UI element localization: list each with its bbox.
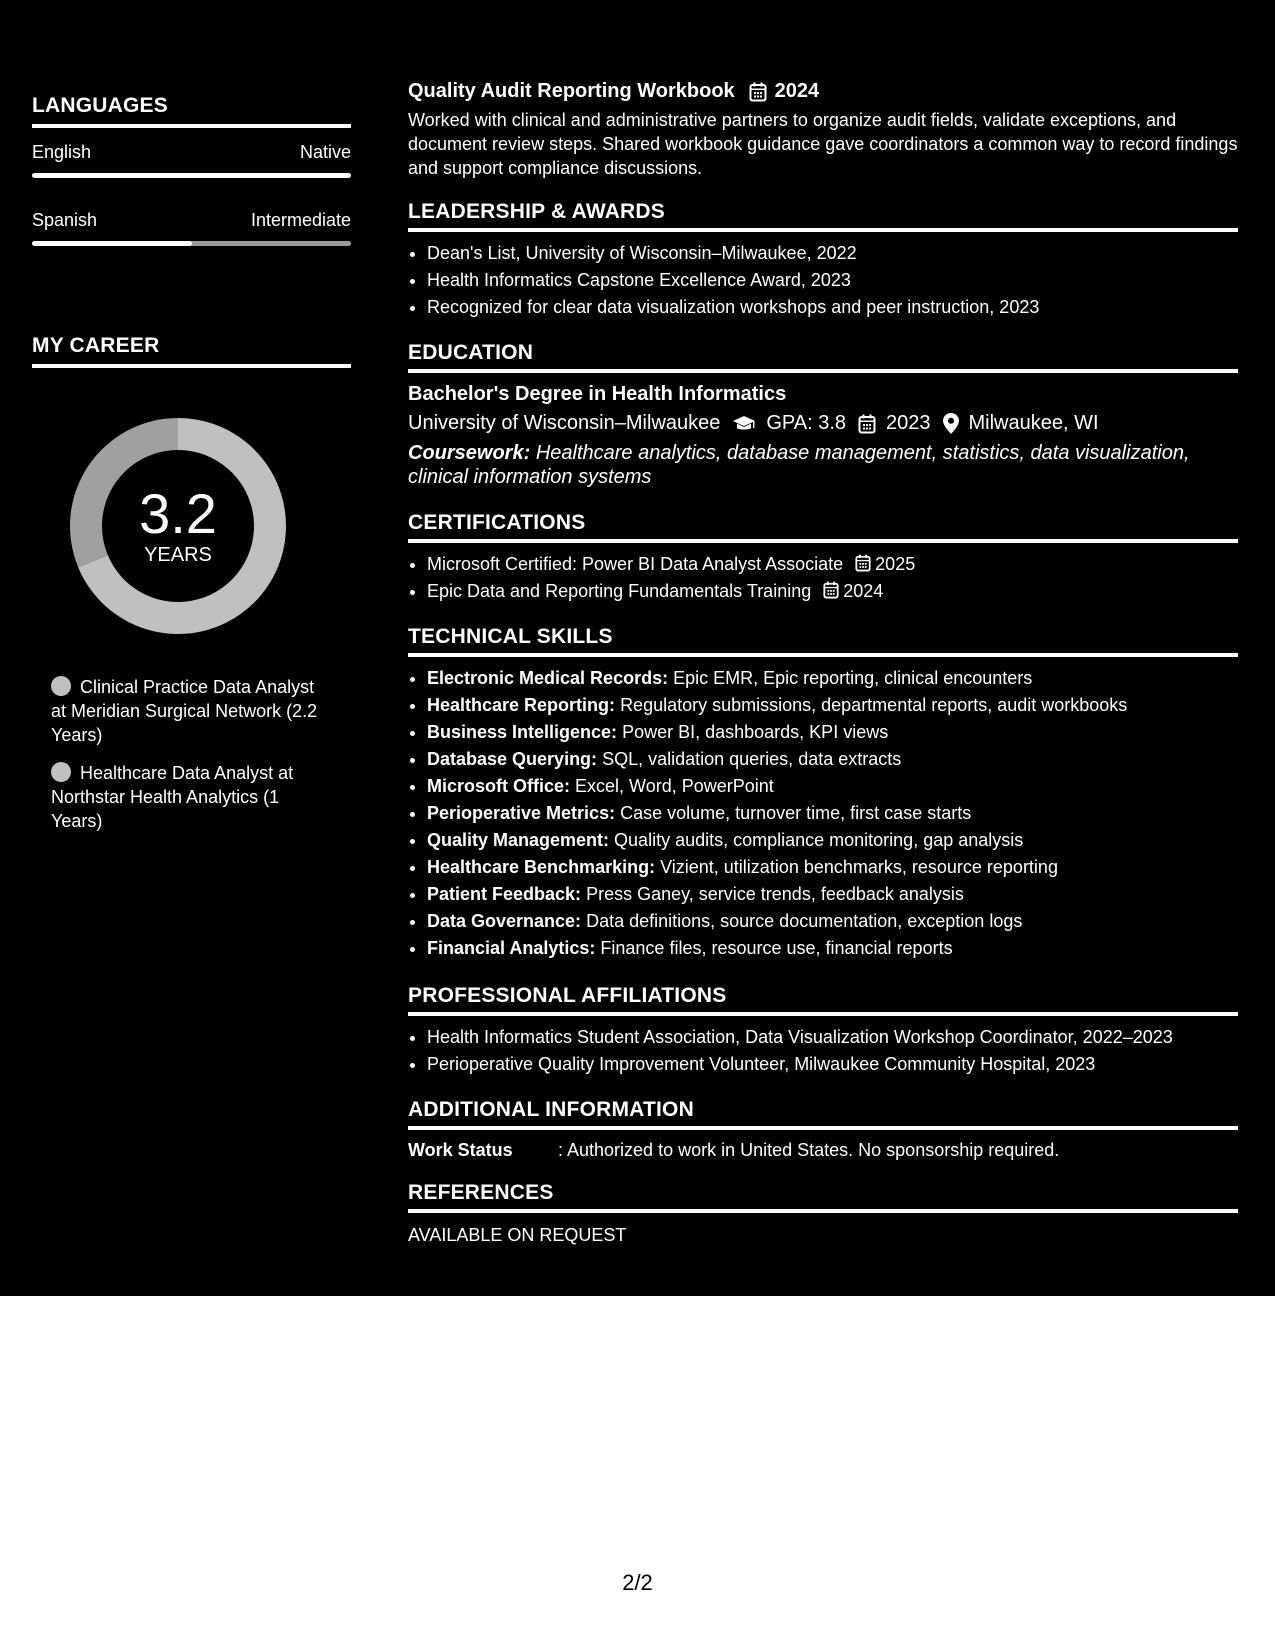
language-item bbox=[32, 210, 351, 246]
skill-item bbox=[427, 854, 1238, 881]
language-level: Native bbox=[299, 142, 351, 162]
career-item-label: Clinical Practice Data Analyst at Meridian Surgical Network (2.2 Years) bbox=[51, 677, 318, 745]
affiliations-list bbox=[408, 1024, 1238, 1078]
list-item: • Dean's List, University of Wisconsin–Milwaukee, 2022 bbox=[427, 240, 1238, 267]
skill-value: Press Ganey, service trends, feedback analysis bbox=[586, 884, 964, 904]
skill-item bbox=[427, 800, 1238, 827]
work-status-row bbox=[408, 1140, 1238, 1161]
language-proficiency-bar bbox=[32, 173, 351, 178]
list-item: • Recognized for clear data visualization workshops and peer instruction, 2023 bbox=[427, 294, 1238, 321]
certification-name: Microsoft Certified: Power BI Data Analyst Associate bbox=[427, 554, 844, 574]
skill-label: Healthcare Reporting: bbox=[427, 695, 616, 715]
sidebar bbox=[0, 0, 380, 1296]
project-title: Quality Audit Reporting Workbook bbox=[408, 80, 735, 102]
skill-item bbox=[427, 665, 1238, 692]
calendar-icon bbox=[823, 581, 839, 599]
languages-heading: LANGUAGES bbox=[32, 94, 351, 128]
career-donut-chart bbox=[66, 414, 290, 638]
school-name: University of Wisconsin–Milwaukee bbox=[408, 412, 721, 434]
references-heading: REFERENCES bbox=[408, 1181, 1238, 1213]
skill-label: Patient Feedback: bbox=[427, 884, 582, 904]
skill-item bbox=[427, 746, 1238, 773]
career-heading: MY CAREER bbox=[32, 334, 351, 368]
skill-value: Vizient, utilization benchmarks, resource reporting bbox=[660, 857, 1058, 877]
skill-value: SQL, validation queries, data extracts bbox=[602, 749, 902, 769]
skill-value: Epic EMR, Epic reporting, clinical encounters bbox=[673, 668, 1033, 688]
affiliations-heading: PROFESSIONAL AFFILIATIONS bbox=[408, 984, 1238, 1016]
skill-value: Regulatory submissions, departmental reports, audit workbooks bbox=[620, 695, 1128, 715]
additional-info-heading: ADDITIONAL INFORMATION bbox=[408, 1098, 1238, 1130]
career-legend-item bbox=[51, 675, 319, 747]
language-proficiency-fill bbox=[32, 241, 192, 246]
calendar-icon bbox=[855, 554, 871, 572]
skill-label: Healthcare Benchmarking: bbox=[427, 857, 656, 877]
calendar-icon bbox=[749, 82, 767, 102]
leadership-heading: LEADERSHIP & AWARDS bbox=[408, 200, 1238, 232]
skill-label: Perioperative Metrics: bbox=[427, 803, 616, 823]
skill-value: Data definitions, source documentation, exception logs bbox=[586, 911, 1023, 931]
list-item: • Health Informatics Capstone Excellence Award, 2023 bbox=[427, 267, 1238, 294]
list-item: • Health Informatics Student Association, Data Visualization Workshop Coordinator, 2022–2023 bbox=[427, 1024, 1238, 1051]
language-proficiency-fill bbox=[32, 173, 351, 178]
project-description: Worked with clinical and administrative partners to organize audit fields, validate exceptions, and document review steps. Shared workbook guidance gave coordinators a common way to record findings and support compliance discussions. bbox=[408, 110, 1238, 178]
gpa: GPA: 3.8 bbox=[766, 412, 846, 434]
career-legend bbox=[51, 675, 319, 847]
education-meta bbox=[408, 412, 1238, 435]
certification-name: Epic Data and Reporting Fundamentals Training bbox=[427, 581, 812, 601]
language-item bbox=[32, 142, 351, 178]
skill-item bbox=[427, 827, 1238, 854]
leadership-list bbox=[408, 240, 1238, 321]
skill-item bbox=[427, 719, 1238, 746]
skill-label: Financial Analytics: bbox=[427, 938, 596, 958]
skill-item bbox=[427, 881, 1238, 908]
skill-label: Business Intelligence: bbox=[427, 722, 618, 742]
certification-year: 2024 bbox=[843, 581, 884, 601]
work-status-value: : Authorized to work in United States. No sponsorship required. bbox=[558, 1140, 1060, 1160]
language-level: Intermediate bbox=[250, 210, 351, 230]
school-location: Milwaukee, WI bbox=[968, 412, 1099, 434]
references-text: AVAILABLE ON REQUEST bbox=[408, 1225, 627, 1245]
graduation-year: 2023 bbox=[886, 412, 931, 434]
project-year: 2024 bbox=[774, 80, 820, 102]
coursework bbox=[408, 441, 1238, 489]
list-item: • Perioperative Quality Improvement Volunteer, Milwaukee Community Hospital, 2023 bbox=[427, 1051, 1238, 1078]
skill-label: Quality Management: bbox=[427, 830, 610, 850]
skill-item bbox=[427, 935, 1238, 962]
certifications-heading: CERTIFICATIONS bbox=[408, 511, 1238, 543]
location-pin-icon bbox=[943, 413, 959, 434]
degree-title: Bachelor's Degree in Health Informatics bbox=[408, 383, 787, 405]
skill-label: Data Governance: bbox=[427, 911, 582, 931]
career-legend-item bbox=[51, 761, 319, 833]
career-item-label: Healthcare Data Analyst at Northstar Health Analytics (1 Years) bbox=[51, 763, 294, 831]
skill-value: Power BI, dashboards, KPI views bbox=[622, 722, 889, 742]
skill-item bbox=[427, 692, 1238, 719]
page-number: 2/2 bbox=[622, 1570, 653, 1595]
certification-year: 2025 bbox=[875, 554, 916, 574]
legend-dot-icon bbox=[51, 676, 71, 696]
coursework-label: Coursework: bbox=[408, 442, 531, 464]
skill-label: Microsoft Office: bbox=[427, 776, 571, 796]
skill-label: Electronic Medical Records: bbox=[427, 668, 669, 688]
legend-dot-icon bbox=[51, 762, 71, 782]
skill-item bbox=[427, 773, 1238, 800]
main-content bbox=[380, 0, 1275, 1296]
language-name: English bbox=[32, 142, 92, 162]
skill-value: Case volume, turnover time, first case starts bbox=[620, 803, 972, 823]
career-total bbox=[66, 414, 290, 638]
language-proficiency-bar bbox=[32, 241, 351, 246]
career-total-unit: YEARS bbox=[144, 543, 212, 566]
certification-item bbox=[427, 551, 1238, 578]
career-total-value: 3.2 bbox=[139, 481, 217, 545]
calendar-icon bbox=[858, 414, 876, 434]
project-header bbox=[408, 80, 1238, 103]
skill-item bbox=[427, 908, 1238, 935]
skills-list bbox=[408, 665, 1238, 962]
coursework-text: Healthcare analytics, database management, statistics, data visualization, clinical information systems bbox=[408, 442, 1190, 488]
skills-heading: TECHNICAL SKILLS bbox=[408, 625, 1238, 657]
certification-item bbox=[427, 578, 1238, 605]
skill-label: Database Querying: bbox=[427, 749, 598, 769]
work-status-label: Work Status bbox=[408, 1140, 513, 1160]
skill-value: Finance files, resource use, financial reports bbox=[600, 938, 953, 958]
graduation-cap-icon bbox=[732, 415, 756, 433]
education-heading: EDUCATION bbox=[408, 341, 1238, 373]
certifications-list bbox=[408, 551, 1238, 605]
skill-value: Excel, Word, PowerPoint bbox=[575, 776, 774, 796]
skill-value: Quality audits, compliance monitoring, gap analysis bbox=[614, 830, 1024, 850]
language-name: Spanish bbox=[32, 210, 98, 230]
